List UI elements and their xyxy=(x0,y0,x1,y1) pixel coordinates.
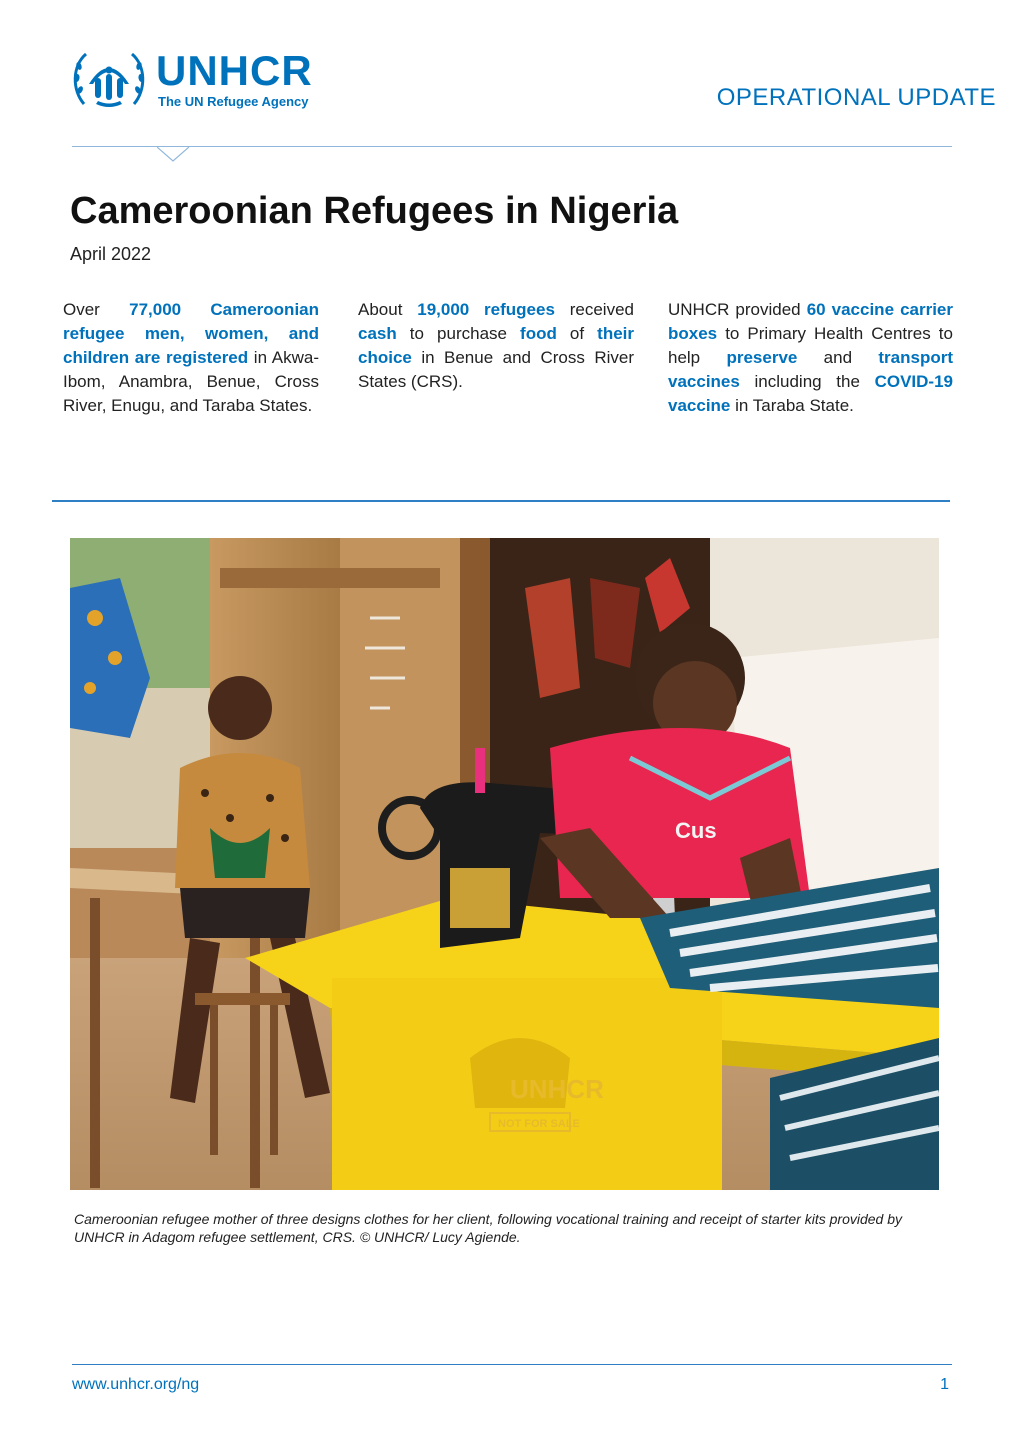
unhcr-emblem-icon xyxy=(70,46,148,112)
highlight-vaccine-boxes: UNHCR provided 60 vaccine carrier boxes to Primary Health Centres to help preserve and transport vaccines including the COVID-19 vaccine in Taraba State. xyxy=(668,300,953,415)
footer-divider xyxy=(72,1364,952,1365)
logo-wordmark: UNHCR xyxy=(156,47,313,94)
footer-website-link[interactable]: www.unhcr.org/ng xyxy=(72,1376,200,1393)
photo-caption: Cameroonian refugee mother of three designs clothes for her client, following vocational training and receipt of starter kits provided by UNHCR in Adagom refugee settlement, CRS. © UNHCR/ Lucy Agiende. xyxy=(74,1211,903,1245)
highlight-registered-refugees: Over 77,000 Cameroonian refugee men, women, and children are registered in Akwa-Ibom, Anambra, Benue, Cross River, Enugu, and Taraba States. xyxy=(63,300,319,415)
unhcr-logo xyxy=(70,46,350,116)
document-type-label: OPERATIONAL UPDATE xyxy=(716,84,996,111)
logo-tagline: The UN Refugee Agency xyxy=(158,94,309,109)
report-date: April 2022 xyxy=(70,244,152,264)
svg-text:Cus: Cus xyxy=(675,818,717,843)
svg-text:NOT FOR SALE: NOT FOR SALE xyxy=(498,1118,580,1130)
chevron-down-icon xyxy=(157,147,189,163)
svg-text:UNHCR: UNHCR xyxy=(510,1074,604,1104)
section-divider xyxy=(52,500,950,502)
highlight-cash-assistance: About 19,000 refugees received cash to purchase food of their choice in Benue and Cross River States (CRS). xyxy=(358,300,635,391)
header-divider xyxy=(72,146,952,147)
page-title: Cameroonian Refugees in Nigeria xyxy=(70,190,679,232)
page-number: 1 xyxy=(940,1376,949,1393)
featured-photo xyxy=(70,538,939,1190)
